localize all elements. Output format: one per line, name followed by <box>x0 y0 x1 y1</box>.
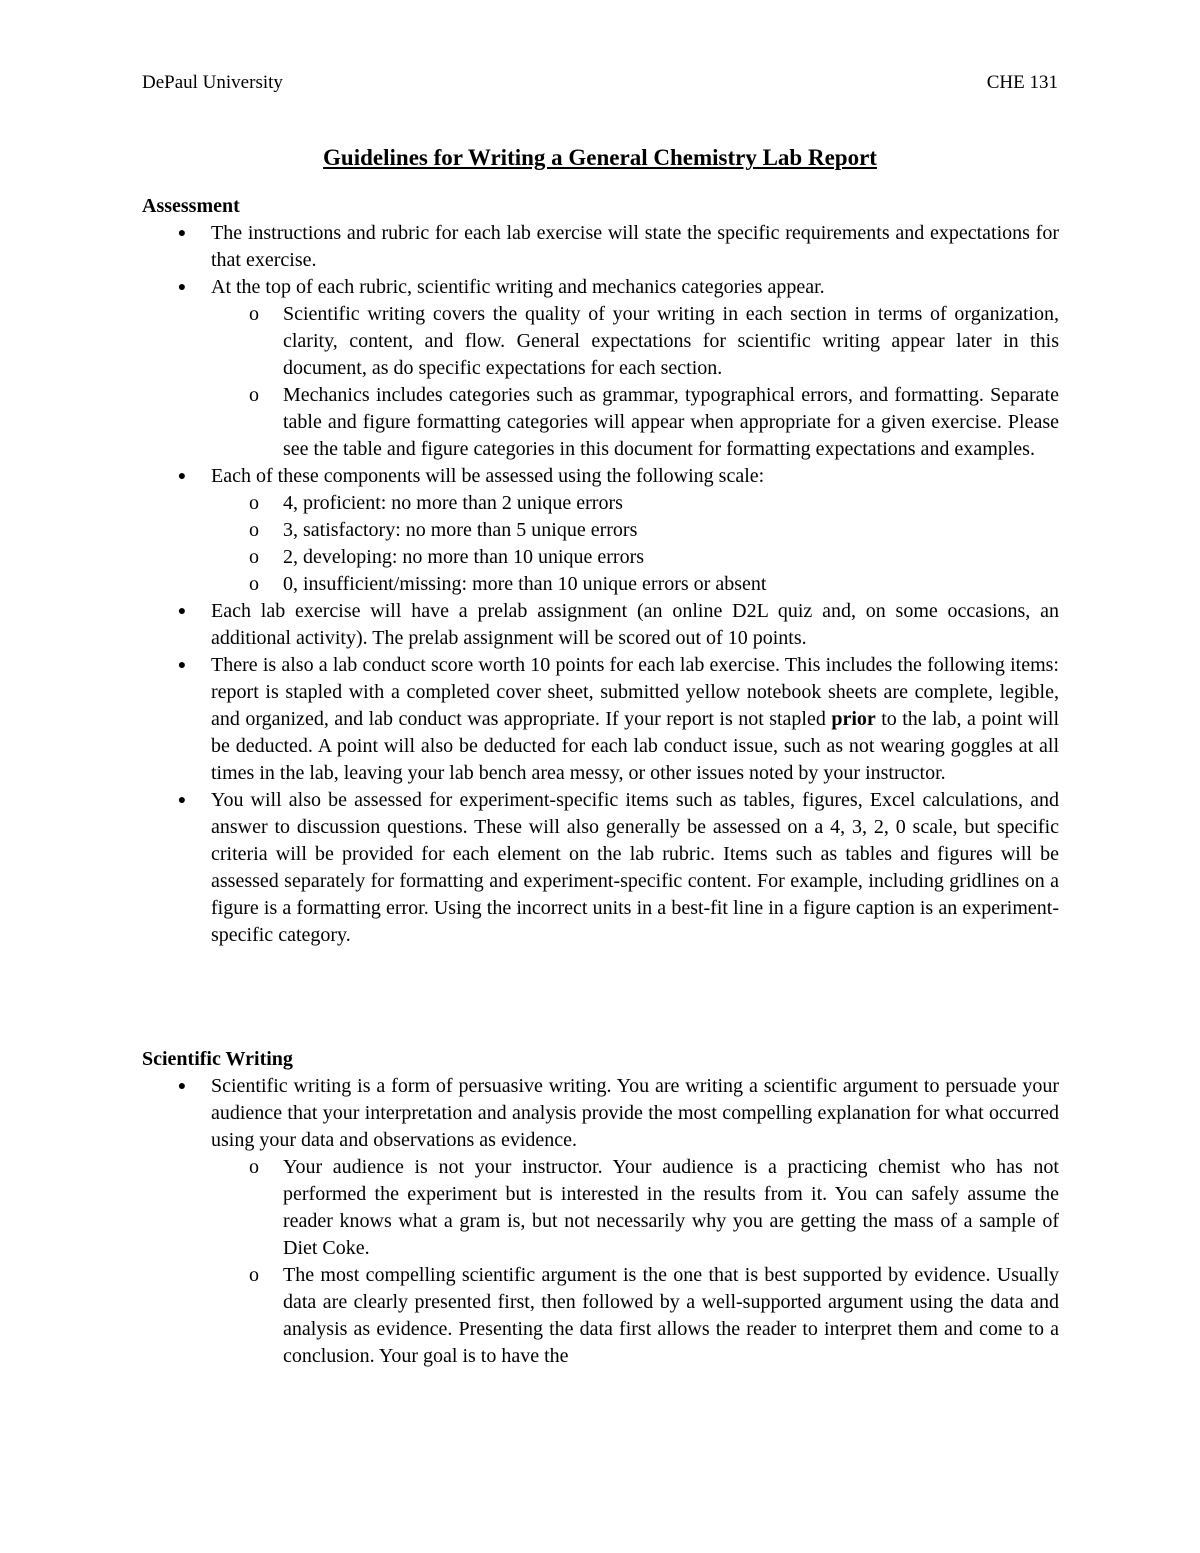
list-item-text: The instructions and rubric for each lab exercise will state the specific requirements and expectations for that exercise. <box>211 222 1059 271</box>
sub-bullet-icon: o <box>249 384 259 406</box>
scale-item-2: 2, developing: no more than 10 unique errors <box>283 546 645 568</box>
sub-list-item <box>249 571 1059 598</box>
sub-list-item <box>249 1154 1059 1262</box>
scientific-writing-list <box>142 1073 1059 1370</box>
sub-list-item <box>249 301 1059 382</box>
list-item-text-before: There is also a lab conduct score worth 10 points for each lab exercise. This includes the following items: report is stapled with a completed cover sheet, submitted yellow notebook sheets are complete, legible, and organized, and lab conduct was appropriate. If your report is not stapled <box>211 654 1059 730</box>
sub-list-item <box>249 544 1059 571</box>
list-item <box>177 220 1059 274</box>
sub-list-item-text: Your audience is not your instructor. Your audience is a practicing chemist who has not performed the experiment but is interested in the results from it. You can safely assume the reader knows what a gram is, but not necessarily why you are getting the mass of a sample of Diet Coke. <box>283 1156 1059 1259</box>
scientific-writing-section <box>142 1046 1059 1370</box>
sub-list <box>211 301 1059 463</box>
sub-bullet-icon: o <box>249 1264 259 1286</box>
list-item-text: Each lab exercise will have a prelab assignment (an online D2L quiz and, on some occasions, an additional activity). The prelab assignment will be scored out of 10 points. <box>211 600 1059 649</box>
bullet-icon: ● <box>177 793 187 808</box>
sub-bullet-icon: o <box>249 303 259 325</box>
document-title: Guidelines for Writing a General Chemistry Lab Report <box>323 145 877 170</box>
sub-list <box>211 1154 1059 1370</box>
list-item-text: You will also be assessed for experiment-specific items such as tables, figures, Excel calculations, and answer to discussion questions. These will also generally be assessed on a 4, 3, 2, 0 scale, but specific criteria will be provided for each element on the lab rubric. Items such as tables and figures will be assessed separately for formatting and experiment-specific content. For example, including gridlines on a figure is a formatting error. Using the incorrect units in a best-fit line in a figure caption is an experiment-specific category. <box>211 789 1059 946</box>
bullet-icon: ● <box>177 658 187 673</box>
sub-list-item <box>249 490 1059 517</box>
sub-bullet-icon: o <box>249 546 259 568</box>
list-item <box>177 274 1059 463</box>
list-item-text-after: to the lab, a point will be deducted. A point will also be deducted for each lab conduct issue, such as not wearing goggles at all times in the lab, leaving your lab bench area messy, or other issues noted by your instructor. <box>211 708 1060 784</box>
scale-item-4: 4, proficient: no more than 2 unique errors <box>283 492 623 514</box>
bullet-icon: ● <box>177 280 187 295</box>
bullet-icon: ● <box>177 1079 187 1094</box>
scale-item-0: 0, insufficient/missing: more than 10 unique errors or absent <box>283 573 767 595</box>
sub-list-item <box>249 517 1059 544</box>
emphasis-prior: prior <box>831 708 876 730</box>
list-item <box>177 787 1059 949</box>
list-item <box>177 1073 1059 1370</box>
sub-list-item <box>249 382 1059 463</box>
bullet-icon: ● <box>177 226 187 241</box>
list-item-text: Each of these components will be assessed using the following scale: <box>211 465 765 487</box>
sub-bullet-icon: o <box>249 492 259 514</box>
list-item-text: At the top of each rubric, scientific writing and mechanics categories appear. <box>211 276 825 298</box>
list-item <box>177 652 1060 787</box>
assessment-heading: Assessment <box>142 195 240 217</box>
sub-bullet-icon: o <box>249 1156 259 1178</box>
sub-list-item <box>249 1262 1059 1370</box>
sub-list-item-text: Scientific writing covers the quality of your writing in each section in terms of organization, clarity, content, and flow. General expectations for scientific writing appear later in this document, as do specific expectations for each section. <box>283 303 1059 379</box>
header-institution: DePaul University <box>142 72 283 93</box>
header-course: CHE 131 <box>986 72 1058 93</box>
sub-bullet-icon: o <box>249 573 259 595</box>
list-item <box>177 463 1059 598</box>
bullet-icon: ● <box>177 469 187 484</box>
assessment-section <box>142 193 1059 949</box>
assessment-list <box>142 220 1059 949</box>
sub-bullet-icon: o <box>249 519 259 541</box>
scale-item-3: 3, satisfactory: no more than 5 unique errors <box>283 519 638 541</box>
sub-list-item-text: Mechanics includes categories such as grammar, typographical errors, and formatting. Separate table and figure formatting categories will appear when appropriate for a given exercise. Please see the table and figure categories in this document for formatting expectations and examples. <box>283 384 1059 460</box>
sub-list-item-text: The most compelling scientific argument is the one that is best supported by evidence. Usually data are clearly presented first, then followed by a well-supported argument using the data and analysis as evidence. Presenting the data first allows the reader to interpret them and come to a conclusion. Your goal is to have the <box>283 1264 1059 1367</box>
scientific-writing-heading: Scientific Writing <box>142 1048 293 1070</box>
list-item-text: Scientific writing is a form of persuasive writing. You are writing a scientific argument to persuade your audience that your interpretation and analysis provide the most compelling explanation for what occurred using your data and observations as evidence. <box>211 1075 1059 1151</box>
list-item <box>177 598 1059 652</box>
running-header <box>142 72 1058 94</box>
bullet-icon: ● <box>177 604 187 619</box>
sub-list <box>211 490 1059 598</box>
